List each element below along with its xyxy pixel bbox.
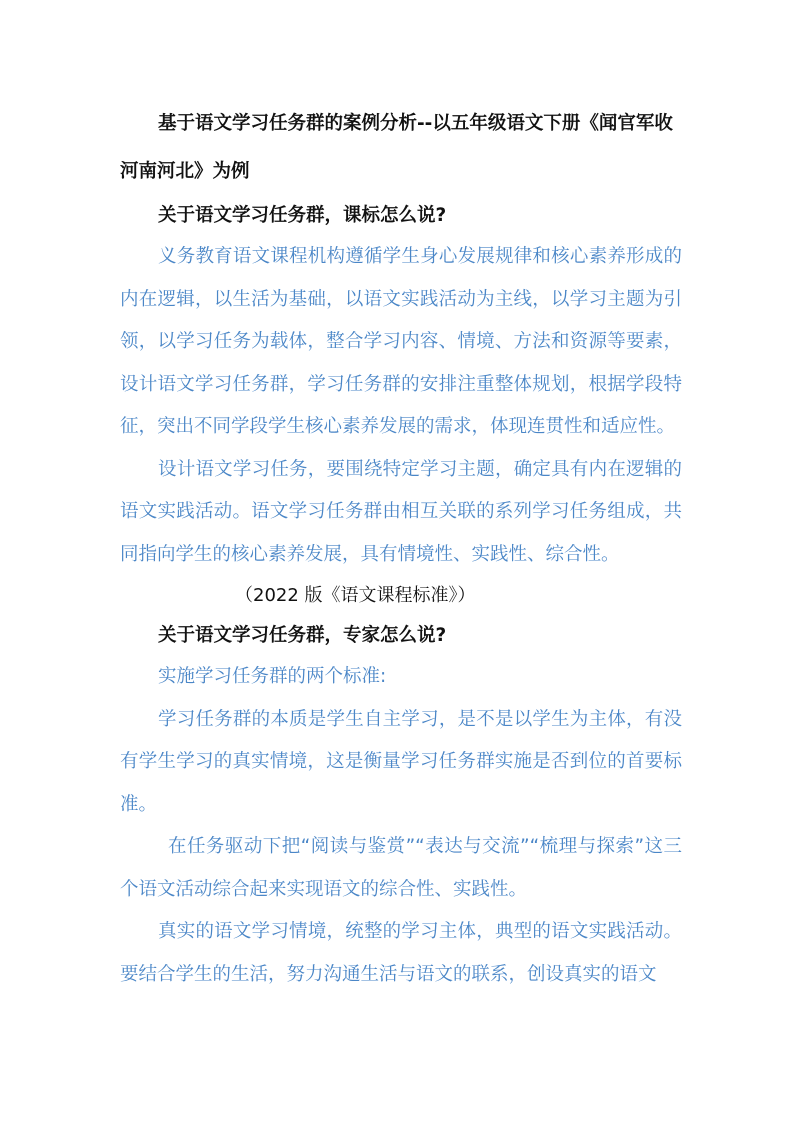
document-title: 基于语文学习任务群的案例分析--以五年级语文下册《闻官军收河南河北》为例 xyxy=(120,113,673,182)
paragraph-authentic-context: 真实的语文学习情境，统整的学习主体，典型的语文实践活动。要结合学生的生活，努力沟通生活与语文的联系，创设真实的语文 xyxy=(120,921,682,985)
section-heading-experts: 关于语文学习任务群，专家怎么说? xyxy=(158,625,447,646)
document-body xyxy=(120,100,682,996)
paragraph-standards-intro: 实施学习任务群的两个标准: xyxy=(158,666,387,687)
source-citation: （2022 版《语文课程标准》） xyxy=(235,585,476,606)
paragraph-standard-two: 在任务驱动下把“阅读与鉴赏”“表达与交流”“梳理与探索”这三个语文活动综合起来实现语文的综合性、实践性。 xyxy=(120,836,682,900)
paragraph-task-design: 设计语文学习任务，要围绕特定学习主题，确定具有内在逻辑的语文实践活动。语文学习任务群由相互关联的系列学习任务组成，共同指向学生的核心素养发展，具有情境性、实践性、综合性。 xyxy=(120,458,682,565)
paragraph-curriculum-structure: 义务教育语文课程机构遵循学生身心发展规律和核心素养形成的内在逻辑，以生活为基础，以语文实践活动为主线，以学习主题为引领，以学习任务为载体，整合学习内容、情境、方法和资源等要素，设计语文学习任务群，学习任务群的安排注重整体规划，根据学段特征，突出不同学段学生核心素养发展的需求，体现连贯性和适应性。 xyxy=(120,246,682,437)
paragraph-standard-one: 学习任务群的本质是学生自主学习，是不是以学生为主体，有没有学生学习的真实情境，这是衡量学习任务群实施是否到位的首要标准。 xyxy=(120,708,682,815)
section-heading-curriculum: 关于语文学习任务群，课标怎么说? xyxy=(158,205,447,226)
